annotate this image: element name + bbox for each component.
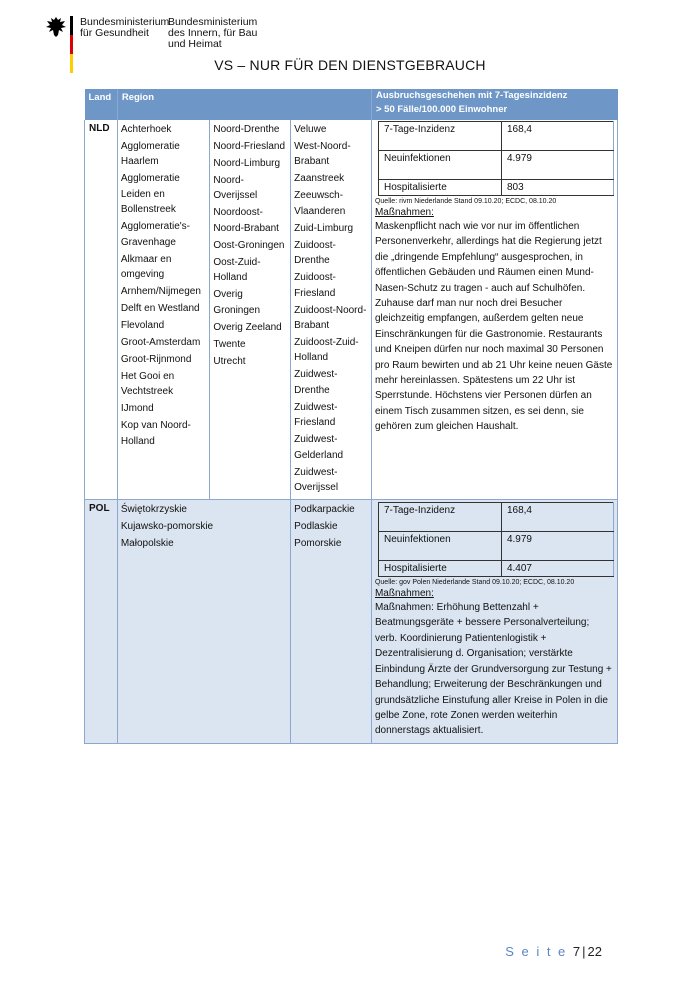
stat-label: 7-Tage-Inzidenz xyxy=(378,503,501,532)
stat-label: Hospitalisierte xyxy=(378,180,501,196)
page-separator: | xyxy=(582,944,586,959)
region-item: Świętokrzyskie xyxy=(120,504,187,516)
stat-value: 4.407 xyxy=(501,561,613,577)
ministry-interior-name: Bundesministerium des Innern, für Bau und Heimat xyxy=(168,16,258,50)
stat-label: Neuinfektionen xyxy=(378,151,501,180)
region-item: Oost-Groningen xyxy=(213,239,285,251)
stat-value: 803 xyxy=(501,180,613,196)
stats-table xyxy=(378,121,614,196)
region-item: Zuid-Limburg xyxy=(294,222,354,234)
stats-table xyxy=(378,502,614,577)
region-item: Noord-Limburg xyxy=(213,158,281,169)
region-item: Achterhoek xyxy=(120,124,172,135)
table-row-nld xyxy=(85,120,618,500)
outbreak-table xyxy=(84,89,618,744)
stats-row xyxy=(378,561,613,577)
ministry-health-name: Bundesministerium für Gesundheit xyxy=(80,16,170,39)
region-item: Veluwe xyxy=(294,124,327,135)
region-item: Groot-Amsterdam xyxy=(120,337,201,349)
region-item: Groot-Rijnmond xyxy=(120,354,192,366)
region-item: West-Noord-Brabant xyxy=(294,141,351,168)
measures-text: Maßnahmen: Erhöhung Bettenzahl + Beatmungsgeräte + bessere Personalverteilung; verb. Koordinierung Patientenlogistik + Dezentralisierung d. Organisation; verstärkte Einbindung Ärzte der Grundversorgung zur Testung + Behandlung; Erweiterung der Beschränkungen und grundsätzliche Einstufung aller Kreise in Polen in die gelbe Zone, rote Zonen werden weiterhin donnerstags aktualisiert. xyxy=(374,602,612,737)
region-column-3 xyxy=(291,120,372,500)
region-item: Zuidwest-Overijssel xyxy=(294,466,339,494)
region-item: Het Gooi en Vechtstreek xyxy=(120,371,175,398)
federal-eagle-icon xyxy=(45,16,67,38)
page-word: S e i t e xyxy=(505,944,568,959)
region-item: Agglomeratie Leiden en Bollenstreek xyxy=(120,173,180,216)
region-item: Podkarpackie xyxy=(294,504,355,516)
region-column-1 xyxy=(117,120,210,500)
table-header-row xyxy=(85,89,618,120)
stats-row xyxy=(378,122,613,151)
region-item: Alkmaar en omgeving xyxy=(120,253,172,281)
col-header-region: Region xyxy=(117,89,371,120)
stat-value: 168,4 xyxy=(501,122,613,151)
page-number xyxy=(505,944,602,959)
region-item: Zuidwest-Friesland xyxy=(294,401,338,429)
region-item: Noord-Drenthe xyxy=(213,124,280,135)
region-column-1 xyxy=(117,500,290,744)
region-item: Delft en Westland xyxy=(120,303,200,315)
outbreak-info-pol xyxy=(371,500,617,744)
region-item: Noord-Friesland xyxy=(213,141,286,152)
region-item: Arnhem/Nijmegen xyxy=(120,286,201,298)
classification-title: VS – NUR FÜR DEN DIENSTGEBRAUCH xyxy=(214,57,486,73)
col-header-outbreak xyxy=(371,89,617,120)
region-item: Twente xyxy=(213,338,246,350)
stats-row xyxy=(378,180,613,196)
region-item: Overig Groningen xyxy=(213,289,261,316)
region-item: Overig Zeeland xyxy=(213,321,282,333)
land-code: POL xyxy=(85,500,118,744)
region-item: Zuidoost-Noord-Brabant xyxy=(294,304,367,332)
stat-value: 4.979 xyxy=(501,532,613,561)
region-item: Zeeuwsch-Vlaanderen xyxy=(294,190,346,217)
region-item: Zuidwest-Drenthe xyxy=(294,369,338,396)
page-total: 22 xyxy=(587,944,602,959)
table-row-pol xyxy=(85,500,618,744)
measures-title: Maßnahmen: xyxy=(374,588,434,600)
region-item: Małopolskie xyxy=(120,538,174,550)
measures-text: Maskenpflicht nach wie vor nur im öffentlichen Personenverkehr, allerdings hat die Regierung jetzt die „dringende Empfehlung“ ausgesprochen, in öffentlichen Gebäuden und Räumen einen Mund-Nasen-Schutz zu tragen - auch auf Schulhöfen. Zuhause darf man nur noch drei Besucher gleichzeitig empfangen, außerdem gelten neue Einschränkungen für die Gastronomie. Restaurants und Kneipen dürfen nur noch maximal 30 Personen pro Raum bewirten und ab 21 Uhr keine neuen Gäste mehr hereinlassen. Spätestens um 22 Uhr ist Sperrstunde. Höchstens vier Personen dürfen an einem Tisch zusammen sitzen, es sei denn, sie gehören zum gleichen Haushalt. xyxy=(374,221,613,433)
stat-label: Hospitalisierte xyxy=(378,561,501,577)
region-item: Flevoland xyxy=(120,320,165,332)
outbreak-info-nld xyxy=(371,120,617,500)
stats-row xyxy=(378,532,613,561)
region-item: Agglomeratie Haarlem xyxy=(120,141,180,168)
region-column-2 xyxy=(210,120,291,500)
region-item: Zuidwest-Gelderland xyxy=(294,434,344,461)
region-item: Kop van Noord-Holland xyxy=(120,420,191,447)
region-column-2 xyxy=(291,500,372,744)
stats-row xyxy=(378,503,613,532)
region-item: Zuidoost-Friesland xyxy=(294,272,336,299)
land-code: NLD xyxy=(85,120,118,500)
region-item: Zuidoost-Drenthe xyxy=(294,239,336,267)
region-item: Podlaskie xyxy=(294,521,338,533)
region-item: Noord-Overijssel xyxy=(213,175,258,202)
region-item: Zaanstreek xyxy=(294,173,345,185)
stats-row xyxy=(378,151,613,180)
stat-value: 168,4 xyxy=(501,503,613,532)
source-note: Quelle: gov Polen Niederlande Stand 09.10.20; ECDC, 08.10.20 xyxy=(374,579,575,587)
region-item: Pomorskie xyxy=(294,538,342,550)
region-item: Utrecht xyxy=(213,355,246,367)
col-header-outbreak-line1: Ausbruchsgeschehen mit 7-Tagesinzidenz xyxy=(375,90,568,101)
region-item: Zuidoost-Zuid-Holland xyxy=(294,337,359,364)
region-item: Agglomeratie's-Gravenhage xyxy=(120,221,191,248)
region-item: Kujawsko-pomorskie xyxy=(120,521,214,533)
stat-label: 7-Tage-Inzidenz xyxy=(378,122,501,151)
region-item: Noordoost-Noord-Brabant xyxy=(213,207,279,234)
region-item: IJmond xyxy=(120,403,154,415)
source-note: Quelle: rivm Niederlande Stand 09.10.20; ECDC, 08.10.20 xyxy=(374,198,557,205)
stat-label: Neuinfektionen xyxy=(378,532,501,561)
col-header-land: Land xyxy=(85,89,118,120)
stat-value: 4.979 xyxy=(501,151,613,180)
region-item: Oost-Zuid-Holland xyxy=(213,256,261,284)
page-current: 7 xyxy=(572,944,581,959)
col-header-outbreak-line2: > 50 Fälle/100.000 Einwohner xyxy=(375,104,508,115)
measures-title: Maßnahmen: xyxy=(374,207,434,218)
